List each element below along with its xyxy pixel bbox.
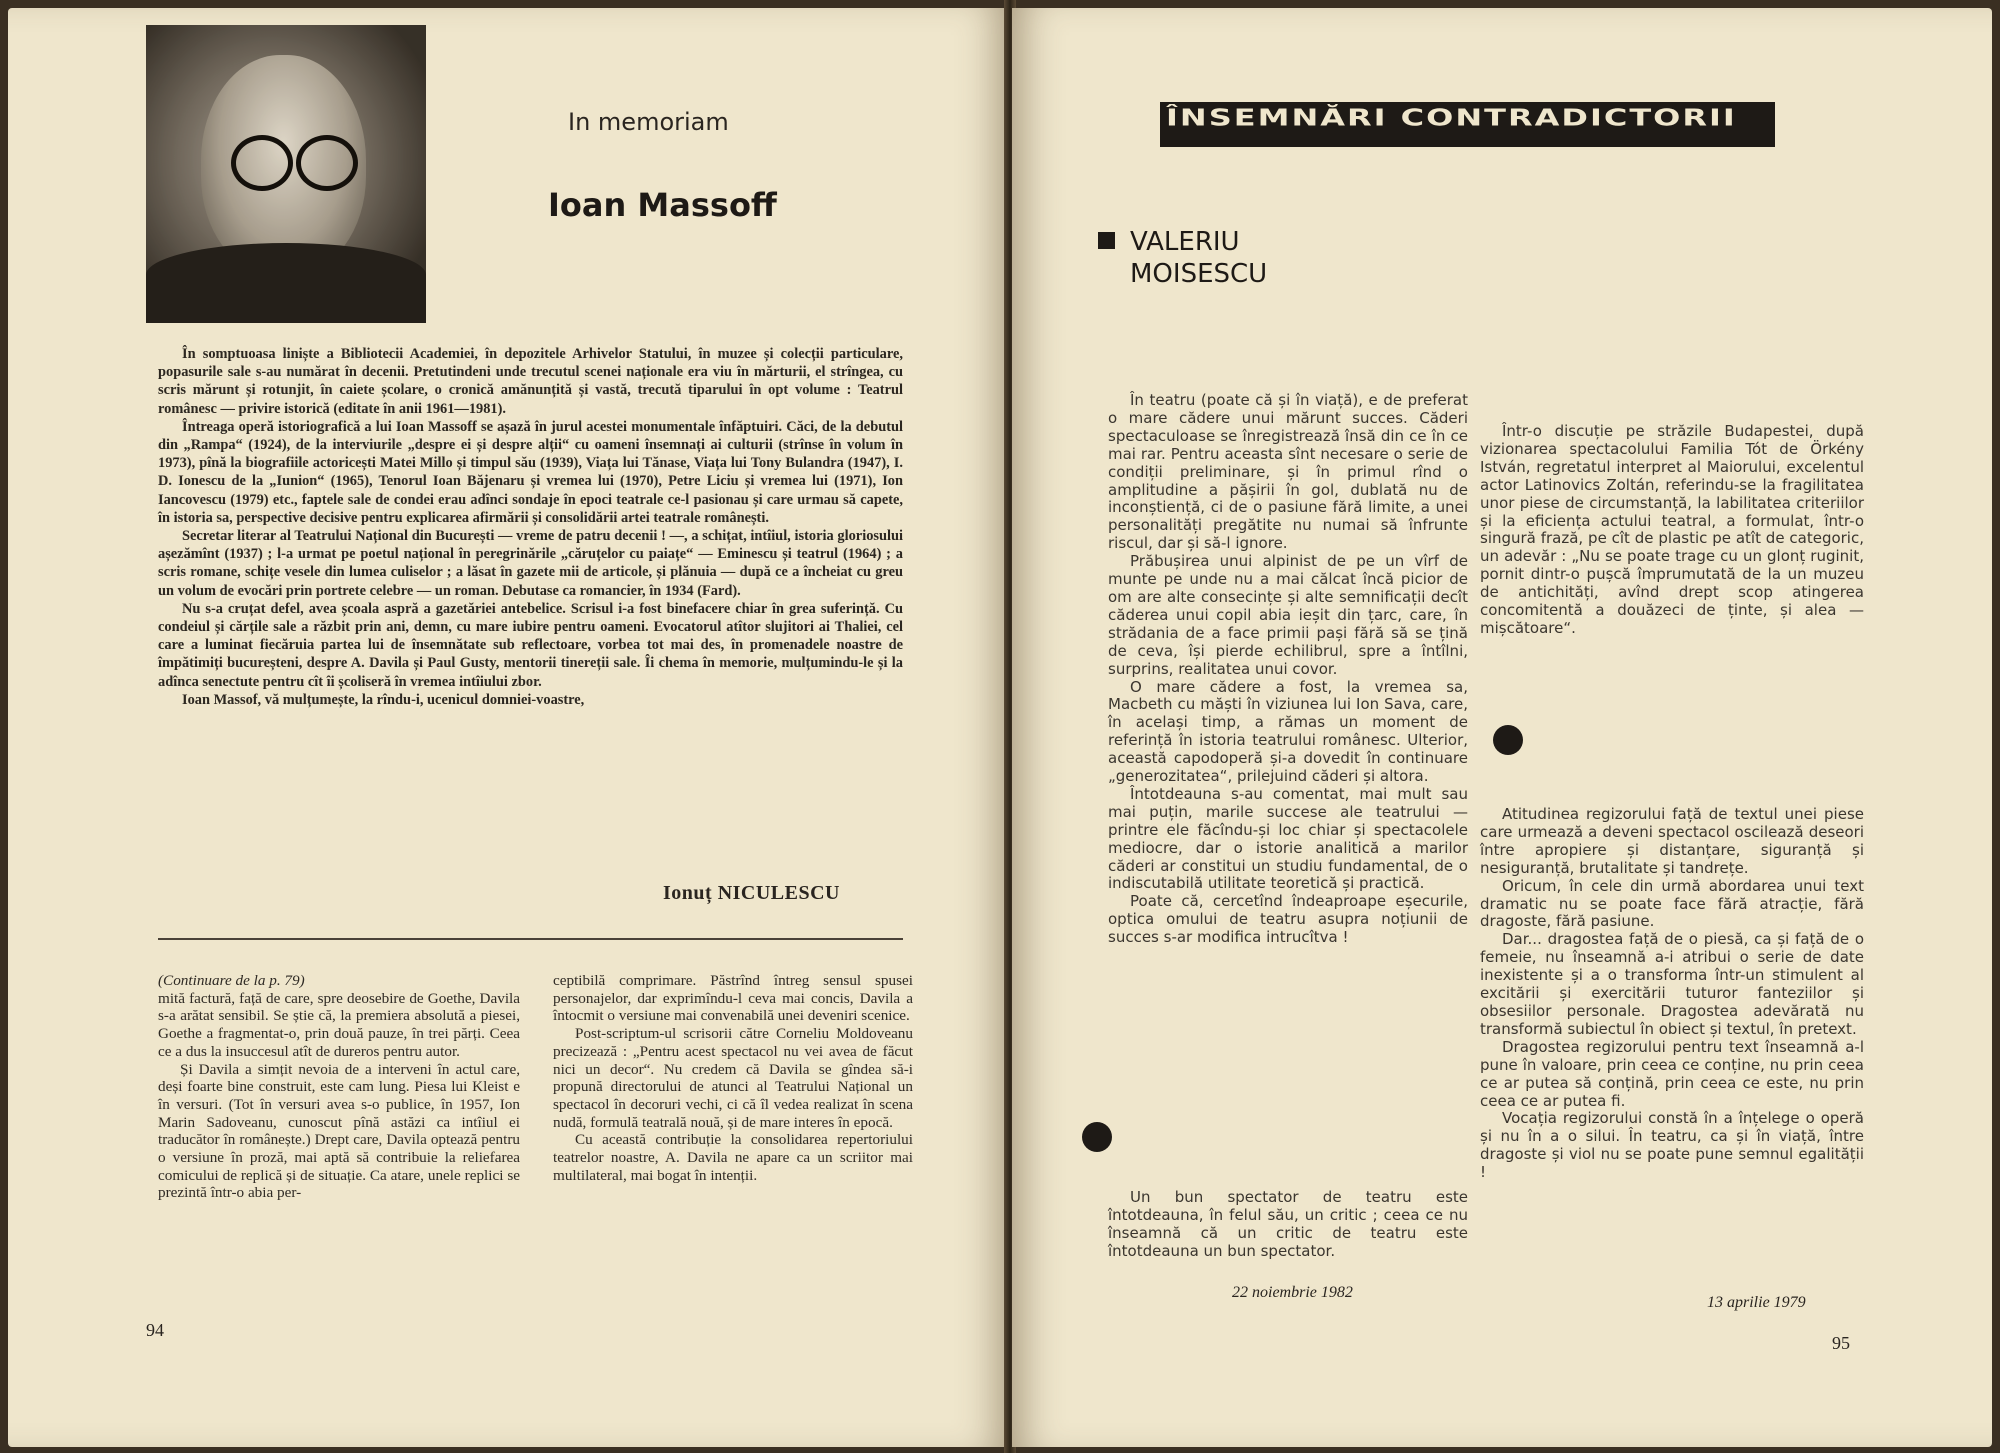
section-divider [158, 938, 903, 940]
note-paragraph: Poate că, cercetînd îndeaproape eșecurile, optica omului de teatru asupra noțiunii de succes s-ar modifica intrucîtva ! [1108, 892, 1468, 947]
round-bullet-icon [1082, 1122, 1112, 1152]
page-number-right: 95 [1832, 1333, 1850, 1353]
continuation-column-2 [553, 972, 913, 1184]
page-number-left: 94 [146, 1320, 164, 1340]
author-name [1130, 226, 1267, 290]
square-bullet-icon [1098, 232, 1115, 249]
column-paragraph: Și Davila a simțit nevoia de a interveni în actul care, deși foarte bine construit, este cam lung. Piesa lui Kleist e în versuri. (Tot în versuri avea s-o publice, în 1957, Ion Marin Sadoveanu, cunoscut pînă astăzi ca intîiul ei traducător în românește.) Drept care, Davila optează pentru o versiune în proză, mai aptă să contribuie la reliefarea comicului de replică și de situație. Ca atare, unele replici se prezintă într-o abia per- [158, 1060, 520, 1202]
note-paragraph: Dragostea regizorului pentru text înseamnă a-l pune în valoare, prin ceea ce conține, nu prin ceea ce ar putea să conțină, prin ceea ce este, nu prin ceea ce ar putea fi. [1480, 1037, 1864, 1110]
notes-column-c [1108, 1189, 1468, 1261]
note-paragraph: Oricum, în cele din urmă abordarea unui text dramatic nu se poate face fără atracție, fără dragoste, fără pasiune. [1480, 876, 1864, 931]
column-paragraph: ceptibilă comprimare. Păstrînd întreg sensul spusei personajelor, dar exprimîndu-l ceva mai concis, Davila a întocmit o versiune mai convenabilă unei deveniri scenice. [553, 972, 913, 1025]
note-date: 13 aprilie 1979 [1707, 1294, 1806, 1311]
author-last-name: MOISESCU [1130, 259, 1268, 289]
notes-column-d [1480, 806, 1864, 1182]
banner-text: ÎNSEMNĂRI CONTRADICTORII [1166, 104, 1737, 132]
note-paragraph: În teatru (poate că și în viață), e de preferat o mare cădere unui mărunt succes. Căderi spectaculoase se înregistrează însă din ce în ce mai rar. Pentru aceasta sînt necesare o serie de condiții preliminare, și în primul rînd o amplitudine a pășirii în gol, dublată nu de inconștiență, ci de o pasiune fără limite, a unei personalități pregătite nu numai să înfrunte riscul, dar și să-l ignore. [1108, 391, 1468, 553]
left-page [8, 8, 1008, 1447]
note-paragraph: Un bun spectator de teatru este întotdeauna, în felul său, un critic ; ceea ce nu înseamnă că un critic de teatru este întotdeauna un bun spectator. [1108, 1188, 1468, 1260]
article-paragraph: În somptuoasa liniște a Bibliotecii Academiei, în depozitele Arhivelor Statului, în muzee și colecții particulare, popasurile sale s-au numărat în decenii. Pretutindeni unde trecutul scenei naționale era viu în mărturii, el strîngea, cu scris mărunt și rotunjit, în caiete școlare, o cronică amănunțită și vastă, trecută tiparului în opt volume : Teatrul românesc — privire istorică (editate în anii 1961—1981). [158, 346, 903, 417]
article-paragraph: Întreaga operă istoriografică a lui Ioan Massoff se așază în jurul acestei monumentale înfăptuiri. Căci, de la debutul din „Rampa“ (1924), de la interviurile „despre ei și despre alții“ cu oameni însemnați ai culturii (strînse în volum în 1973), pînă la biografiile actoricești Matei Millo și timpul său (1939), Viața lui Tănase, Viața lui Tony Bulandra (1947), I. D. Ionescu de la „Iunion“ (1965), Tenorul Ioan Băjenaru și vremea lui (1970), Petre Liciu și vremea lui (1971), Ion Iancovescu (1979) etc., faptele sale de condei erau adînci sondaje în epoci teatrale ce-l pasionau și care urmau să capete, în istoria sa, perspective decisive pentru explicarea afirmării și consolidării artei teatrale românești. [158, 418, 903, 526]
note-paragraph: Întotdeauna s-au comentat, mai mult sau mai puțin, marile succese ale teatrului — printre ele făcîndu-și loc chiar și spectacolele mediocre, dar o istorie analitică a marilor căderi ar constitui un studiu fundamental, de o indiscutabilă utilitate teoretică și practică. [1108, 784, 1468, 893]
article-paragraph: Ioan Massof, vă mulțumește, la rîndu-i, ucenicul domniei-voastre, [182, 691, 585, 708]
memorial-article [158, 345, 903, 709]
notes-column-a [1108, 392, 1468, 947]
article-paragraph: Nu s-a cruțat defel, avea școala aspră a gazetăriei antebelice. Scrisul i-a fost binefacere chiar în grea suferință. Cu condeiul și cărțile sale a răzbit prin ani, demn, cu mare iubire pentru oameni. Evocatorul atîtor slujitori ai Thaliei, cel care a luminat fiecăruia partea lui de însemnătate sub reflectoare, vorbea tot mai des, în promenadele noastre de împătimiți bucureșteni, despre A. Davila și Paul Gusty, mentorii tinereții sale. Îi chema în memorie, mulțumindu-le și la adînca senectute pentru cît îi școliseră în vremea intîiului zbor. [158, 600, 903, 690]
notes-column-b [1480, 423, 1864, 638]
signature: Ionuț NICULESCU [663, 882, 840, 904]
note-paragraph: Vocația regizorului constă în a înțelege o operă și nu în a o silui. În teatru, ca și în viață, între dragoste și viol nu se poate pune semnul egalității ! [1480, 1109, 1864, 1182]
portrait-coat [146, 243, 426, 323]
author-first-name: VALERIU [1130, 227, 1240, 257]
section-banner [1160, 102, 1775, 147]
column-paragraph: mită factură, față de care, spre deosebire de Goethe, Davila s-a arătat sensibil. Se știe că, la premiera absolută a piesei, Goethe a fragmentat-o, prin două pauze, în trei părți. Ceea ce a dus la insuccesul atît de dureros pentru autor. [158, 989, 520, 1060]
column-paragraph: Post-scriptum-ul scrisorii către Corneliu Moldoveanu precizează : „Pentru acest spectacol nu vei avea de făcut nici un decor“. Nu credem că Davila se gîndea să-i propună directorului de atunci al Teatrului Național un spectacol în decoruri vechi, ci că îl vedea realizat în scena nudă, formulă teatrală nouă, și de mare interes în epocă. [553, 1025, 913, 1131]
note-date: 22 noiembrie 1982 [1232, 1284, 1353, 1301]
article-title: Ioan Massoff [548, 186, 777, 224]
note-paragraph: Într-o discuție pe străzile Budapestei, după vizionarea spectacolului Familia Tót de Örkény István, regretatul interpret al Maiorului, excelentul actor Latinovics Zoltán, referindu-se la fragilitatea unor piese de circumstanță, la labilitatea criteriilor și la eficiența actului teatral, a formulat, într-o singură frază, pe cît de plastic pe atît de categoric, un adevăr : „Nu se poate trage cu un glonț ruginit, pornit dintr-o pușcă împrumutată de la un muzeu de antichități, avînd drept scop atingerea concomitentă a douăzeci de ținte, și alea — mișcătoare“. [1480, 422, 1864, 637]
portrait-photo [146, 25, 426, 323]
glasses-left-lens [231, 135, 293, 191]
article-paragraph: Secretar literar al Teatrului Național din București — vreme de patru decenii ! —, a schițat, intîiul, istoria gloriosului așezămînt (1937) ; l-a urmat pe poetul național în peregrinările „căruțelor cu paiațe“ — Eminescu și teatrul (1964) ; a scris romane, schițe vesele din lumea culiselor ; a lăsat în gazete mii de articole, și plănuia — după ce a încheiat cu greu un volum de evocări prin portrete celebre — un roman. Debutase ca romancier, în 1934 (Fard). [158, 528, 903, 599]
note-paragraph: Dar... dragostea față de o piesă, ca și față de o femeie, nu înseamnă a-i atribui o serie de date inexistente și a o transforma într-un stimulent al excitării și exercitării tuturor fanteziilor și obsesiilor personale. Dragostea adevărată nu transformă subiectul în obiect și textul, în pretext. [1480, 930, 1864, 1038]
column-paragraph: Cu această contribuție la consolidarea repertoriului teatrelor noastre, A. Davila ne apare ca un scriitor mai multilateral, mai bogat în intenții. [553, 1131, 913, 1184]
note-paragraph: Atitudinea regizorului față de textul unei piese care urmează a deveni spectacol oscilează deseori între apropiere și distanțare, siguranță și nesiguranță, brutalitate și tandrețe. [1480, 805, 1864, 877]
continuation-column-1 [158, 972, 520, 1202]
continuation-note: (Continuare de la p. 79) [158, 972, 305, 989]
in-memoriam-heading: In memoriam [568, 108, 729, 136]
round-bullet-icon [1493, 725, 1523, 755]
glasses-right-lens [296, 135, 358, 191]
note-paragraph: O mare cădere a fost, la vremea sa, Macbeth cu măști în viziunea lui Ion Sava, care, în același timp, a rămas un moment de referință în istoria teatrului românesc. Ulterior, această capodoperă și-a dovedit în continuare „generozitatea“, prilejuind căderi și altora. [1108, 677, 1468, 786]
note-paragraph: Prăbușirea unui alpinist de pe un vîrf de munte pe unde nu a mai călcat încă picior de om are alte consecințe și alte semnificații decît căderea unui copil abia ieșit din țarc, care, în strădania de a face primii pași fără să se țină de ceva, își pierde echilibrul, spre a întîlni, surprins, realitatea unui covor. [1108, 552, 1468, 678]
